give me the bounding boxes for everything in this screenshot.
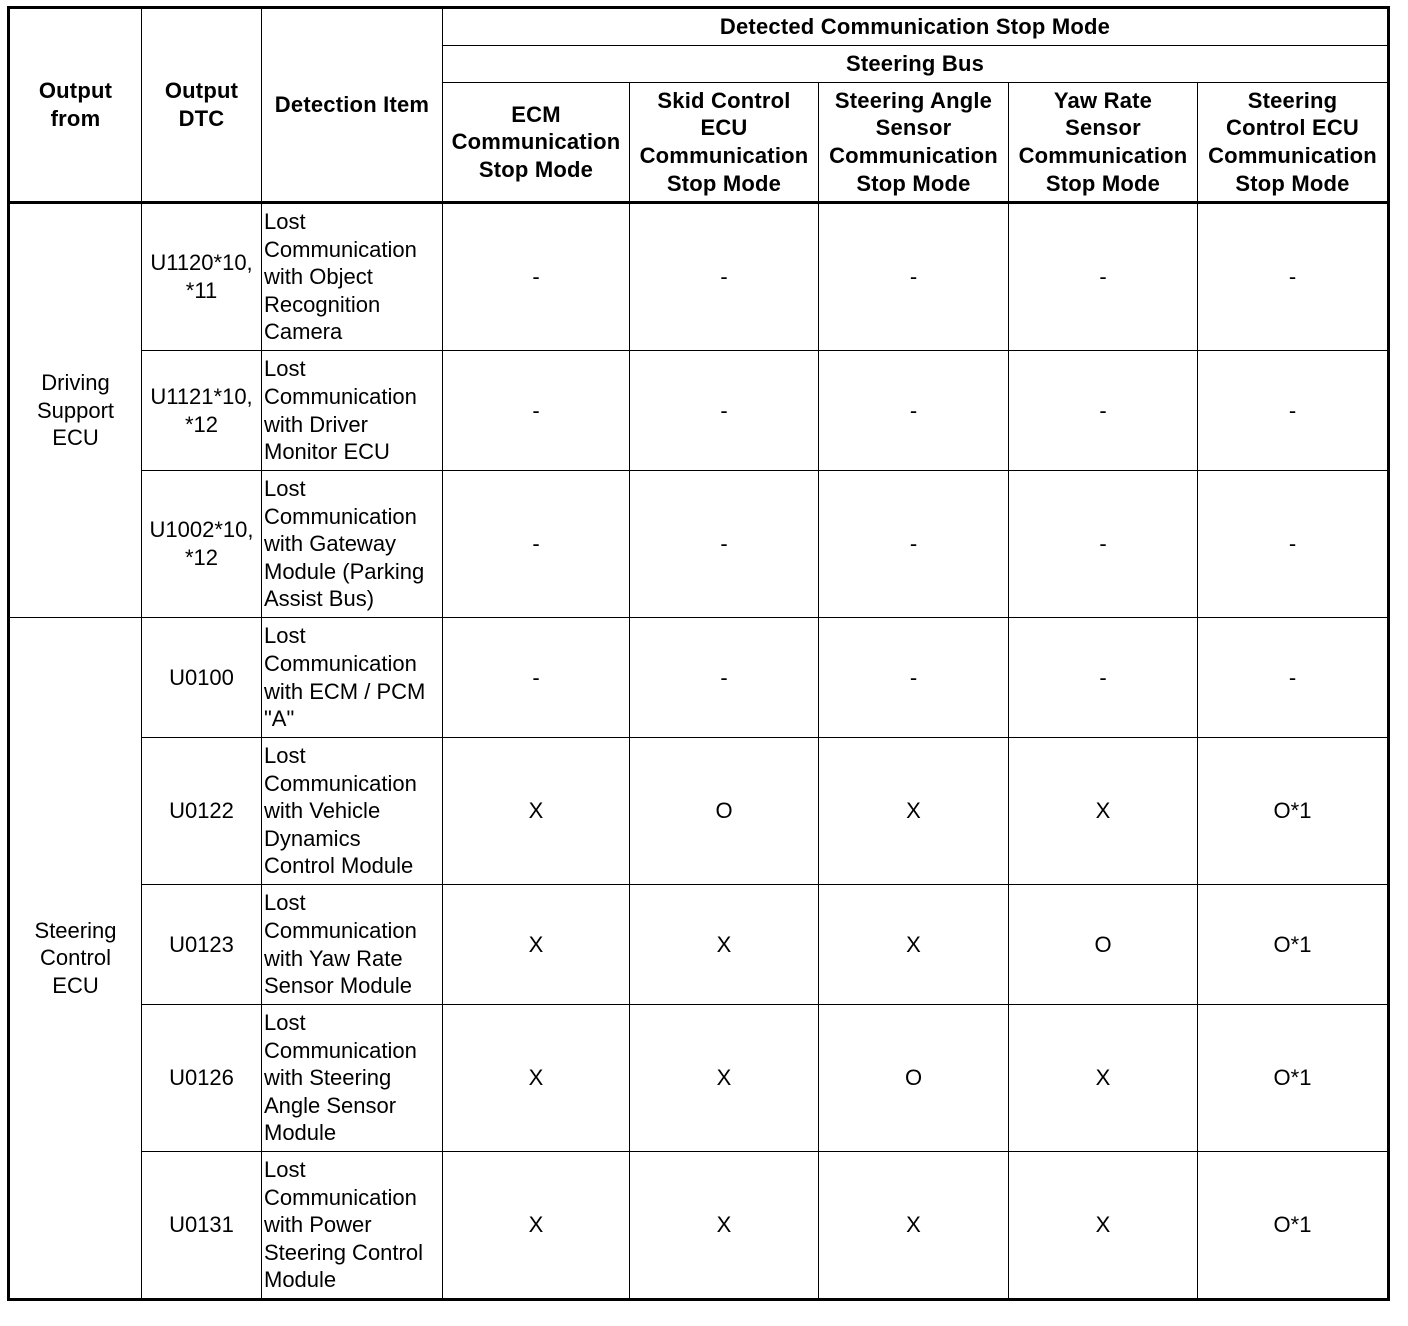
output-from-driving-support-ecu: Driving Support ECU [9, 203, 142, 618]
table-row [9, 738, 1389, 885]
cell-skid-control-ecu: X [630, 1152, 819, 1300]
cell-steering-angle-sensor: - [819, 351, 1009, 471]
header-steering-angle-sensor-stop-mode: Steering Angle Sensor Communication Stop Mode [819, 83, 1009, 203]
cell-skid-control-ecu: X [630, 1005, 819, 1152]
cell-ecm: - [443, 351, 630, 471]
cell-skid-control-ecu: - [630, 203, 819, 351]
header-detected-communication-stop-mode: Detected Communication Stop Mode [443, 8, 1389, 46]
cell-ecm: - [443, 203, 630, 351]
dtc-code: U0122 [142, 738, 262, 885]
header-output-from: Output from [9, 8, 142, 203]
cell-steering-angle-sensor: - [819, 618, 1009, 738]
cell-ecm: X [443, 1005, 630, 1152]
cell-steering-control-ecu: O*1 [1198, 1005, 1389, 1152]
cell-yaw-rate-sensor: X [1009, 1005, 1198, 1152]
cell-yaw-rate-sensor: - [1009, 351, 1198, 471]
header-output-dtc: Output DTC [142, 8, 262, 203]
header-steering-bus: Steering Bus [443, 46, 1389, 83]
cell-steering-angle-sensor: - [819, 203, 1009, 351]
dtc-code: U1120*10, *11 [142, 203, 262, 351]
cell-steering-control-ecu: O*1 [1198, 738, 1389, 885]
cell-steering-angle-sensor: X [819, 738, 1009, 885]
cell-steering-control-ecu: - [1198, 471, 1389, 618]
cell-steering-angle-sensor: O [819, 1005, 1009, 1152]
cell-yaw-rate-sensor: - [1009, 471, 1198, 618]
cell-steering-angle-sensor: - [819, 471, 1009, 618]
dtc-code: U0123 [142, 885, 262, 1005]
detection-item: Lost Communication with Object Recognition Camera [262, 203, 443, 351]
dtc-code: U0100 [142, 618, 262, 738]
cell-steering-angle-sensor: X [819, 885, 1009, 1005]
cell-yaw-rate-sensor: - [1009, 618, 1198, 738]
detection-item: Lost Communication with Power Steering Control Module [262, 1152, 443, 1300]
table-row [9, 1005, 1389, 1152]
cell-skid-control-ecu: O [630, 738, 819, 885]
cell-skid-control-ecu: - [630, 351, 819, 471]
dtc-code: U0126 [142, 1005, 262, 1152]
cell-steering-control-ecu: - [1198, 203, 1389, 351]
dtc-code: U1121*10, *12 [142, 351, 262, 471]
detection-item: Lost Communication with ECM / PCM "A" [262, 618, 443, 738]
cell-skid-control-ecu: - [630, 471, 819, 618]
output-from-steering-control-ecu: Steering Control ECU [9, 618, 142, 1300]
detection-item: Lost Communication with Yaw Rate Sensor Module [262, 885, 443, 1005]
cell-yaw-rate-sensor: X [1009, 1152, 1198, 1300]
cell-steering-control-ecu: O*1 [1198, 885, 1389, 1005]
cell-ecm: X [443, 738, 630, 885]
cell-steering-control-ecu: - [1198, 618, 1389, 738]
cell-yaw-rate-sensor: X [1009, 738, 1198, 885]
cell-ecm: X [443, 885, 630, 1005]
detection-item: Lost Communication with Driver Monitor ECU [262, 351, 443, 471]
cell-steering-control-ecu: - [1198, 351, 1389, 471]
table-row [9, 351, 1389, 471]
cell-skid-control-ecu: - [630, 618, 819, 738]
cell-yaw-rate-sensor: - [1009, 203, 1198, 351]
table-row [9, 885, 1389, 1005]
table-row [9, 471, 1389, 618]
detection-item: Lost Communication with Gateway Module (Parking Assist Bus) [262, 471, 443, 618]
cell-skid-control-ecu: X [630, 885, 819, 1005]
table-row [9, 203, 1389, 351]
header-yaw-rate-sensor-stop-mode: Yaw Rate Sensor Communication Stop Mode [1009, 83, 1198, 203]
dtc-code: U0131 [142, 1152, 262, 1300]
cell-ecm: - [443, 471, 630, 618]
cell-steering-control-ecu: O*1 [1198, 1152, 1389, 1300]
header-detection-item: Detection Item [262, 8, 443, 203]
cell-yaw-rate-sensor: O [1009, 885, 1198, 1005]
header-skid-control-ecu-stop-mode: Skid Control ECU Communication Stop Mode [630, 83, 819, 203]
dtc-code: U1002*10, *12 [142, 471, 262, 618]
detection-item: Lost Communication with Steering Angle Sensor Module [262, 1005, 443, 1152]
header-steering-control-ecu-stop-mode: Steering Control ECU Communication Stop Mode [1198, 83, 1389, 203]
table-row [9, 1152, 1389, 1300]
cell-ecm: X [443, 1152, 630, 1300]
header-ecm-stop-mode: ECM Communication Stop Mode [443, 83, 630, 203]
table-row [9, 618, 1389, 738]
detection-item: Lost Communication with Vehicle Dynamics Control Module [262, 738, 443, 885]
cell-ecm: - [443, 618, 630, 738]
dtc-communication-stop-mode-table [7, 6, 1390, 1301]
cell-steering-angle-sensor: X [819, 1152, 1009, 1300]
